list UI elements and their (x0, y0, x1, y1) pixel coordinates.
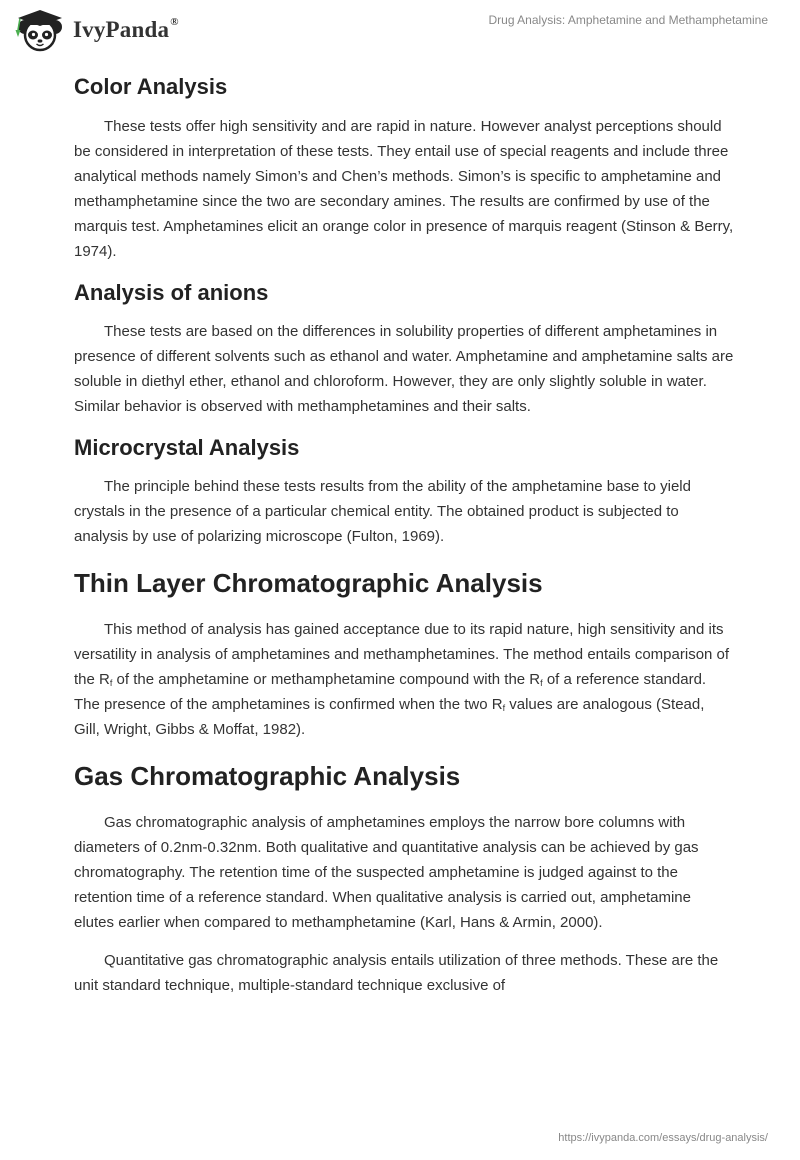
paragraph-color-analysis: These tests offer high sensitivity and are rapid in nature. However analyst perceptions should be considered in interpretation of these tests. They entail use of special reagents and include three analytical methods namely Simon’s and Chen’s methods. Simon’s is specific to amphetamine and methamphetamine since the two are secondary amines. The results are confirmed by use of the marquis test. Amphetamines elicit an orange color in presence of marquis reagent (Stinson & Berry, 1974). (74, 118, 734, 260)
paragraph-thin-layer-chromatographic-analysis: This method of analysis has gained acceptance due to its rapid nature, high sensitivity and its versatility in analysis of amphetamines and methamphetamines. The method entails comparison of the $R_f$ of the amphetamine or methamphetamine compound with the $R_f$ of a reference standard. The presence of the amphetamines is confirmed when the two $R_f$ values are analogous (Stead, Gill, Wright, Gibbs & Moffat, 1982). (74, 621, 730, 738)
heading-microcrystal-analysis: Microcrystal Analysis (74, 435, 300, 460)
heading-thin-layer-chromatographic-analysis: Thin Layer Chromatographic Analysis (74, 568, 543, 598)
page-header (0, 0, 800, 62)
panda-graduate-icon (12, 8, 68, 52)
heading-analysis-of-anions: Analysis of anions (74, 280, 269, 305)
ivypanda-logo[interactable] (12, 8, 179, 52)
article-body (74, 68, 734, 998)
paragraph-microcrystal-analysis: The principle behind these tests results from the ability of the amphetamine base to yield crystals in the presence of a particular chemical entity. The obtained product is subjected to analysis by use of polarizing microscope (Fulton, 1969). (74, 478, 691, 545)
paragraph-gas-chromatographic-analysis-1: Gas chromatographic analysis of amphetamines employs the narrow bore columns with diameters of 0.2nm-0.32nm. Both qualitative and quantitative analysis can be achieved by gas chromatography. The retention time of the suspected amphetamine is judged against to the retention time of a reference standard. When qualitative analysis is carried out, amphetamine elutes earlier when compared to methamphetamine (Karl, Hans & Armin, 2000). (74, 814, 699, 931)
paragraph-gas-chromatographic-analysis-2: Quantitative gas chromatographic analysis entails utilization of three methods. These are the unit standard technique, multiple-standard technique exclusive of (74, 952, 719, 994)
paragraph-analysis-of-anions: These tests are based on the differences in solubility properties of different amphetamines in presence of different solvents such as ethanol and water. Amphetamine and amphetamine salts are soluble in diethyl ether, ethanol and chloroform. However, they are only slightly soluble in water. Similar behavior is observed with methamphetamines and their salts. (74, 323, 734, 415)
registered-mark: ® (170, 16, 179, 29)
source-url-link[interactable]: https://ivypanda.com/essays/drug-analysis/ (558, 1132, 768, 1144)
heading-color-analysis: Color Analysis (74, 74, 228, 99)
document-title: Drug Analysis: Amphetamine and Methamphetamine (488, 13, 768, 27)
heading-gas-chromatographic-analysis: Gas Chromatographic Analysis (74, 761, 461, 791)
brand-name: IvyPanda® (73, 16, 179, 42)
